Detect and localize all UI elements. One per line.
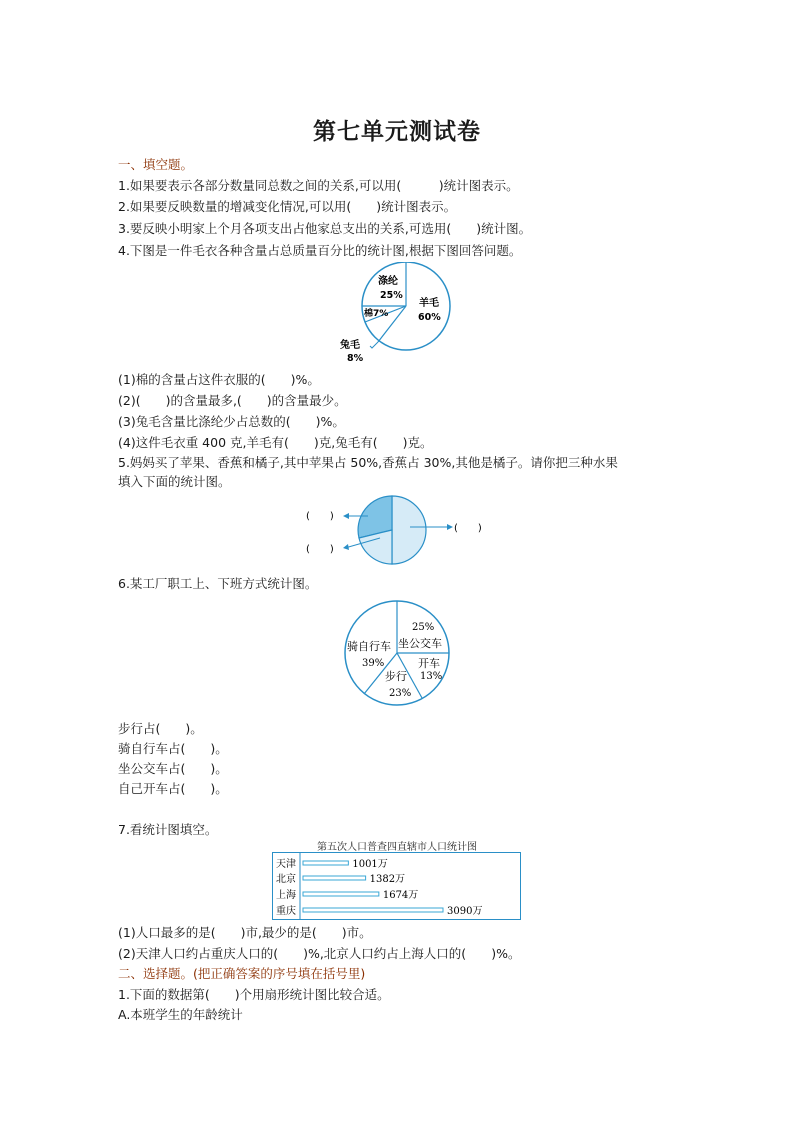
question-4-sub3: (3)兔毛含量比涤纶少占总数的( )%。	[118, 414, 345, 429]
polyester-pct: 25%	[380, 290, 403, 301]
car-pct: 13%	[420, 671, 443, 682]
bike-pct: 39%	[362, 658, 385, 669]
arrow-left-top-head	[343, 513, 349, 519]
choice-question-1: 1.下面的数据第( )个用扇形统计图比较合适。	[118, 987, 390, 1002]
bar-category-label: 重庆	[276, 906, 296, 917]
question-4-sub1: (1)棉的含量占这件衣服的( )%。	[118, 372, 320, 387]
bus-pct: 25%	[412, 622, 435, 633]
bar-category-label: 北京	[276, 874, 296, 885]
bar-value-label: 1001万	[352, 859, 388, 870]
question-7-sub1: (1)人口最多的是( )市,最少的是( )市。	[118, 925, 372, 940]
question-6-answer-bike: 骑自行车占( )。	[118, 741, 228, 756]
arrow-right-head	[447, 524, 453, 530]
question-7-sub2: (2)天津人口约占重庆人口的( )%,北京人口约占上海人口的( )%。	[118, 946, 521, 961]
question-4-stem: 4.下图是一件毛衣各种含量占总质量百分比的统计图,根据下图回答问题。	[118, 243, 522, 258]
choice-option-a: A.本班学生的年龄统计	[118, 1007, 243, 1022]
bike-label: 骑自行车	[347, 640, 391, 653]
bar-value-label: 1674万	[382, 890, 419, 901]
question-4-sub2: (2)( )的含量最多,( )的含量最少。	[118, 393, 347, 408]
car-label: 开车	[418, 657, 440, 670]
question-7-stem: 7.看统计图填空。	[118, 822, 218, 837]
polyester-label: 涤纶	[378, 276, 398, 287]
bus-label: 坐公交车	[398, 637, 442, 650]
fruit-slice-right	[392, 496, 426, 564]
population-chart-title: 第五次人口普查四直辖市人口统计图	[317, 842, 477, 853]
rabbit-leader-line	[370, 342, 378, 348]
bar	[303, 908, 443, 912]
bar	[303, 892, 379, 896]
question-1: 1.如果要表示各部分数量同总数之间的关系,可以用( )统计图表示。	[118, 178, 519, 193]
blank-left-top: ( )	[306, 511, 334, 522]
section1-heading: 一、填空题。	[118, 157, 194, 172]
section2-heading: 二、选择题。(把正确答案的序号填在括号里)	[118, 966, 366, 981]
blank-left-bottom: ( )	[306, 544, 334, 555]
commute-pie-chart	[340, 598, 455, 710]
question-2: 2.如果要反映数量的增减变化情况,可以用( )统计图表示。	[118, 199, 457, 214]
wool-label: 羊毛	[419, 298, 439, 309]
fruit-pie-chart	[300, 494, 500, 566]
bar-category-label: 天津	[276, 859, 296, 870]
question-6-stem: 6.某工厂职工上、下班方式统计图。	[118, 576, 318, 591]
question-6-answer-bus: 坐公交车占( )。	[118, 761, 228, 776]
bar-category-label: 上海	[276, 890, 296, 901]
question-5-line2: 填入下面的统计图。	[118, 474, 231, 489]
question-5-line1: 5.妈妈买了苹果、香蕉和橘子,其中苹果占 50%,香蕉占 30%,其他是橘子。请你把三种水果	[118, 455, 618, 470]
bar	[303, 861, 348, 865]
bar-value-label: 3090万	[447, 906, 483, 917]
walk-label: 步行	[385, 670, 407, 683]
page-title: 第七单元测试卷	[313, 119, 481, 145]
rabbit-label: 兔毛	[340, 340, 360, 351]
question-6-answer-car: 自己开车占( )。	[118, 781, 228, 796]
question-3: 3.要反映小明家上个月各项支出占他家总支出的关系,可选用( )统计图。	[118, 221, 532, 236]
cotton-label: 棉7%	[364, 309, 389, 319]
population-bar-chart	[272, 852, 522, 922]
bar-value-label: 1382万	[369, 874, 406, 885]
arrow-left-bottom-head	[343, 544, 349, 550]
wool-pie-chart	[335, 262, 465, 370]
question-6-answer-walk: 步行占( )。	[118, 721, 203, 736]
blank-right: ( )	[454, 523, 482, 534]
walk-pct: 23%	[389, 688, 412, 699]
bar	[303, 876, 366, 880]
rabbit-pct: 8%	[347, 353, 364, 364]
wool-pct: 60%	[418, 312, 441, 323]
question-4-sub4: (4)这件毛衣重 400 克,羊毛有( )克,兔毛有( )克。	[118, 435, 433, 450]
